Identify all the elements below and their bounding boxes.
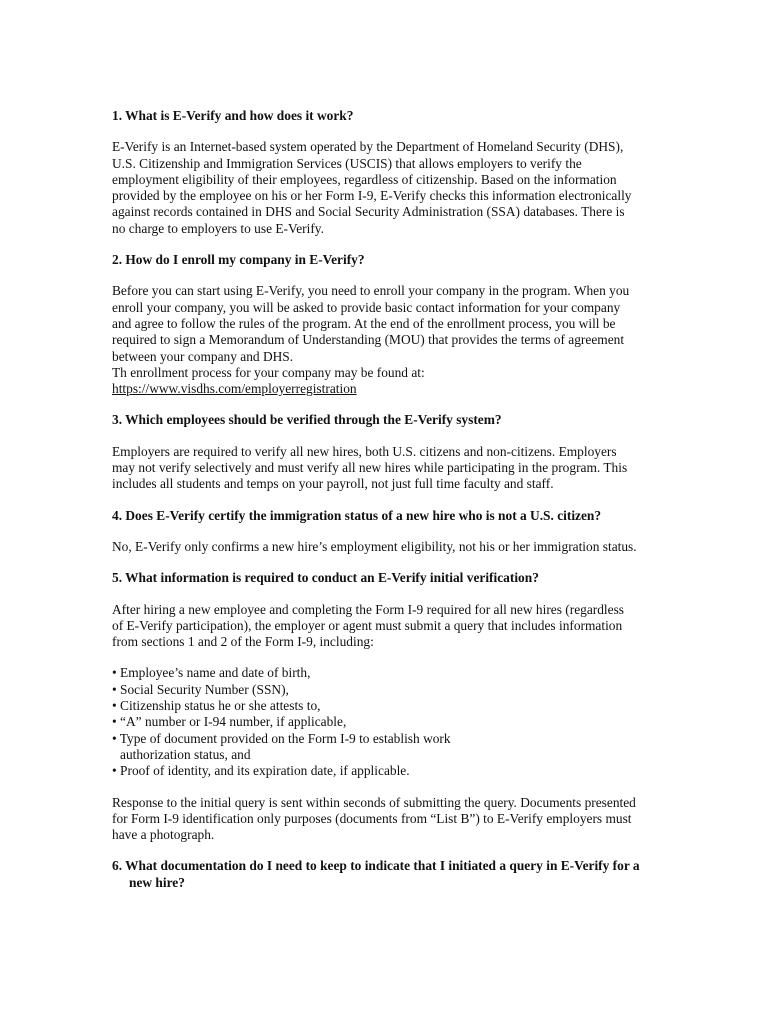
list-item: • Citizenship status he or she attests to, (112, 698, 321, 714)
answer-2-line: Th enrollment process for your company may be found at: (112, 364, 425, 380)
answer-5-line: of E-Verify participation), the employer or agent must submit a query that includes information (112, 617, 623, 633)
list-item: • Type of document provided on the Form I-9 to establish work (112, 730, 451, 746)
list-item-continuation: authorization status, and (120, 746, 251, 762)
answer-1-line: no charge to employers to use E-Verify. (112, 220, 324, 236)
answer-1-line: against records contained in DHS and Social Security Administration (SSA) databases. There is (112, 204, 625, 220)
answer-5-line: After hiring a new employee and completing the Form I-9 required for all new hires (regardless (112, 601, 625, 617)
answer-4-paragraph: No, E-Verify only confirms a new hire’s employment eligibility, not his or her immigration status. (112, 538, 637, 554)
answer-5-followup-paragraph (112, 795, 657, 844)
answer-5-paragraph (112, 602, 657, 651)
answer-2-line: required to sign a Memorandum of Understanding (MOU) that provides the terms of agreement (112, 332, 625, 348)
answer-5-followup-line: Response to the initial query is sent within seconds of submitting the query. Documents presented (112, 794, 636, 810)
list-item: • Social Security Number (SSN), (112, 681, 289, 697)
answer-2-line: enroll your company, you will be asked to provide basic contact information for your company (112, 299, 621, 315)
answer-1-line: employment eligibility of their employees, regardless of citizenship. Based on the information (112, 171, 617, 187)
answer-1-paragraph (112, 139, 657, 237)
list-item: • Employee’s name and date of birth, (112, 665, 311, 681)
list-item: • Proof of identity, and its expiration date, if applicable. (112, 763, 410, 779)
answer-2-paragraph (112, 283, 657, 397)
list-item: • “A” number or I-94 number, if applicable, (112, 714, 347, 730)
answer-3-line: may not verify selectively and must verify all new hires while participating in the program. This (112, 460, 628, 476)
question-1-heading: 1. What is E-Verify and how does it work? (112, 108, 354, 123)
answer-1-line: U.S. Citizenship and Immigration Services (USCIS) that allows employers to verify the (112, 155, 582, 171)
answer-5-followup-line: have a photograph. (112, 827, 215, 843)
required-info-list (112, 665, 657, 779)
question-3-heading: 3. Which employees should be verified through the E-Verify system? (112, 412, 502, 428)
answer-5-line: from sections 1 and 2 of the Form I-9, including: (112, 634, 374, 650)
answer-2-line: Before you can start using E-Verify, you need to enroll your company in the program. When you (112, 283, 630, 299)
document-body (112, 108, 657, 906)
answer-1-line: E-Verify is an Internet-based system operated by the Department of Homeland Security (DHS), (112, 139, 624, 155)
answer-3-line: Employers are required to verify all new hires, both U.S. citizens and non-citizens. Employers (112, 443, 617, 459)
answer-3-paragraph (112, 444, 657, 493)
answer-2-line: and agree to follow the rules of the program. At the end of the enrollment process, you will be (112, 315, 616, 331)
answer-1-line: provided by the employee on his or her Form I-9, E-Verify checks this information electronically (112, 188, 632, 204)
answer-5-followup-line: for Form I-9 identification only purposes (documents from “List B”) to E-Verify employers must (112, 810, 632, 826)
question-2-heading: 2. How do I enroll my company in E-Verify? (112, 252, 365, 268)
employer-registration-link[interactable]: https://www.visdhs.com/employerregistration (112, 381, 357, 397)
question-6-heading: 6. What documentation do I need to keep to indicate that I initiated a query in E-Verify for a new hire? (112, 858, 640, 890)
answer-3-line: includes all students and temps on your payroll, not just full time faculty and staff. (112, 476, 554, 492)
question-4-heading: 4. Does E-Verify certify the immigration status of a new hire who is not a U.S. citizen? (112, 507, 602, 523)
question-5-heading: 5. What information is required to conduct an E-Verify initial verification? (112, 570, 539, 586)
answer-2-line: between your company and DHS. (112, 348, 294, 364)
